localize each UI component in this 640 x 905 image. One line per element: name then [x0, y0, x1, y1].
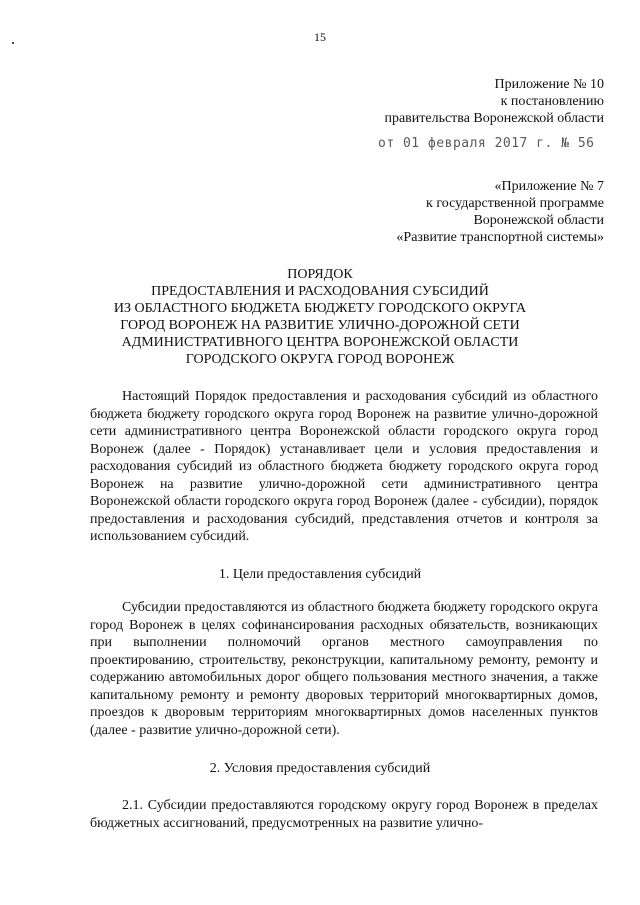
section-2-heading: 2. Условия предоставления субсидий	[209, 761, 431, 776]
page-number: 15	[314, 30, 326, 44]
title-line: ИЗ ОБЛАСТНОГО БЮДЖЕТА БЮДЖЕТУ ГОРОДСКОГО ОКРУГА	[113, 301, 527, 316]
date-number-stamp: от 01 февраля 2017 г. № 56	[378, 136, 595, 151]
title-line: ГОРОД ВОРОНЕЖ НА РАЗВИТИЕ УЛИЧНО-ДОРОЖНОЙ СЕТИ	[120, 318, 520, 333]
section-1-paragraph: Субсидии предоставляются из областного бюджета бюджету городского округа город Воронеж в целях софинансирования расходных обязательств, возникающих при выполнении полномочий органов местного самоуправления по проектированию, строительству, реконструкции, капитальному ремонту, ремонту и содержанию автомобильных дорог общего пользования местного значения, а также капитальному ремонту и ремонту дворовых территорий многоквартирных домов, проездов к дворовым территориям многоквартирных домов населенных пунктов (далее - развитие улично-дорожной сети).	[90, 600, 598, 738]
program-appendix-line: «Развитие транспортной системы»	[396, 230, 604, 245]
title-line: АДМИНИСТРАТИВНОГО ЦЕНТРА ВОРОНЕЖСКОЙ ОБЛАСТИ	[121, 335, 519, 350]
intro-paragraph: Настоящий Порядок предоставления и расходования субсидий из областного бюджета бюджету городского округа город Воронеж на развитие улично-дорожной сети административного центра Воронежской области городского округа город Воронеж (далее - Порядок) устанавливает цели и условия предоставления и расходования субсидий из областного бюджета бюджету городского округа город Воронеж на развитие улично-дорожной сети административного центра Воронежской области городского округа город Воронеж (далее - субсидии), порядок предоставления и расходования субсидий, представления отчетов и контроля за использованием субсидий.	[90, 389, 598, 544]
section-1-heading: 1. Цели предоставления субсидий	[218, 567, 422, 582]
title-line: ПРЕДОСТАВЛЕНИЯ И РАСХОДОВАНИЯ СУБСИДИЙ	[151, 284, 489, 299]
program-appendix-header	[396, 178, 604, 246]
title-line: ПОРЯДОК	[287, 267, 353, 282]
program-appendix-line: Воронежской области	[473, 213, 604, 228]
appendix-header-line: к постановлению	[500, 94, 604, 109]
section-2-paragraph: 2.1. Субсидии предоставляются городскому округу город Воронеж в пределах бюджетных ассигнований, предусмотренных на развитие улично-	[90, 798, 598, 831]
appendix-header-line: правительства Воронежской области	[384, 111, 604, 126]
appendix-header-line: Приложение № 10	[494, 77, 604, 92]
program-appendix-line: «Приложение № 7	[494, 179, 604, 194]
document-title	[60, 266, 580, 368]
title-line: ГОРОДСКОГО ОКРУГА ГОРОД ВОРОНЕЖ	[185, 352, 455, 367]
program-appendix-line: к государственной программе	[426, 196, 604, 211]
appendix-header	[384, 76, 604, 127]
scan-speck	[12, 42, 14, 44]
